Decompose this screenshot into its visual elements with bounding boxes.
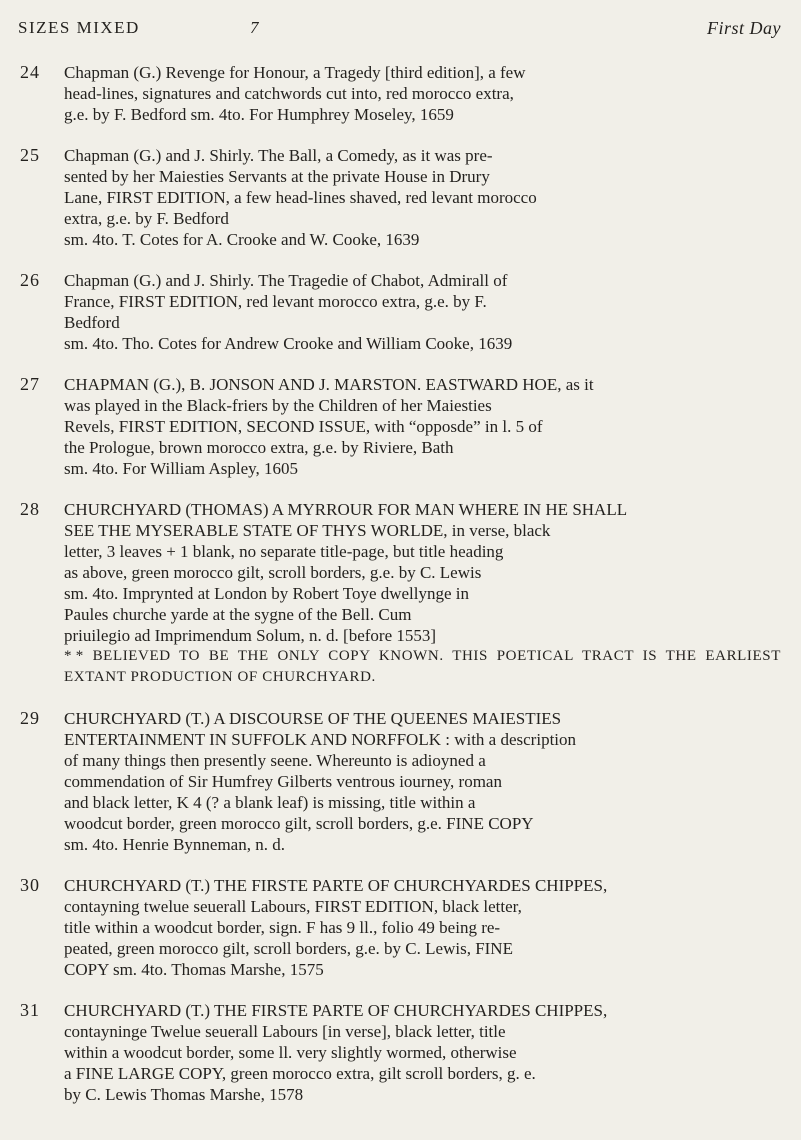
entry-note: * * BELIEVED TO BE THE ONLY COPY KNOWN. THIS POETICAL TRACT IS THE EARLIEST EXTANT PRODUCTION OF CHURCHYARD. (64, 648, 781, 685)
catalogue-entry (0, 875, 801, 980)
entry-line: Paules churche yarde at the sygne of the Bell. Cum (64, 605, 412, 624)
entry-line: contayning twelue seuerall Labours, FIRST EDITION, black letter, (64, 897, 522, 916)
entry-line: CHURCHYARD (THOMAS) A MYRROUR FOR MAN WHERE IN HE SHALL (64, 500, 628, 519)
entry-line: was played in the Black-friers by the Children of her Maiesties (64, 396, 492, 415)
entry-description (64, 145, 781, 250)
entry-line: Bedford (64, 313, 120, 332)
lot-number: 28 (20, 499, 40, 519)
entry-line: ENTERTAINMENT IN SUFFOLK AND NORFFOLK : with a description (64, 730, 577, 749)
entry-line: Lane, FIRST EDITION, a few head-lines shaved, red levant morocco (64, 188, 537, 207)
catalogue-entry (0, 499, 801, 688)
entry-line: COPY sm. 4to. Thomas Marshe, 1575 (64, 960, 324, 979)
entry-line: Chapman (G.) Revenge for Honour, a Tragedy [third edition], a few (64, 63, 526, 82)
entry-line: commendation of Sir Humfrey Gilberts ventrous iourney, roman (64, 772, 502, 791)
entry-line: peated, green morocco gilt, scroll borders, g.e. by C. Lewis, FINE (64, 939, 513, 958)
entry-line: woodcut border, green morocco gilt, scroll borders, g.e. FINE COPY (64, 814, 534, 833)
entry-description (64, 374, 781, 479)
entry-line: within a woodcut border, some ll. very slightly wormed, otherwise (64, 1043, 517, 1062)
entry-line: CHURCHYARD (T.) THE FIRSTE PARTE OF CHURCHYARDES CHIPPES, (64, 1001, 608, 1020)
entry-line: Revels, FIRST EDITION, SECOND ISSUE, with “opposde” in l. 5 of (64, 417, 543, 436)
entry-line: title within a woodcut border, sign. F has 9 ll., folio 49 being re- (64, 918, 501, 937)
lot-number: 29 (20, 708, 40, 728)
entry-line: and black letter, K 4 (? a blank leaf) is missing, title within a (64, 793, 476, 812)
entry-line: by C. Lewis Thomas Marshe, 1578 (64, 1085, 304, 1104)
catalogue-entry (0, 1000, 801, 1105)
catalogue-entry (0, 270, 801, 354)
entry-description (64, 708, 781, 855)
catalogue-entry (0, 374, 801, 479)
header-section-label: SIZES MIXED (18, 18, 140, 37)
lot-number: 31 (20, 1000, 40, 1020)
lot-number: 30 (20, 875, 40, 895)
entry-description (64, 270, 781, 354)
entry-line: sm. 4to. T. Cotes for A. Crooke and W. Cooke, 1639 (64, 230, 420, 249)
entry-line: priuilegio ad Imprimendum Solum, n. d. [before 1553] (64, 626, 437, 645)
lot-number: 27 (20, 374, 40, 394)
entry-description (64, 62, 781, 125)
entry-line: the Prologue, brown morocco extra, g.e. by Riviere, Bath (64, 438, 454, 457)
entry-line: sm. 4to. Tho. Cotes for Andrew Crooke and William Cooke, 1639 (64, 334, 513, 353)
lot-number: 24 (20, 62, 40, 82)
entry-line: g.e. by F. Bedford sm. 4to. For Humphrey Moseley, 1659 (64, 105, 454, 124)
catalogue-entry (0, 708, 801, 855)
entry-line: Chapman (G.) and J. Shirly. The Tragedie of Chabot, Admirall of (64, 271, 508, 290)
entry-line: extra, g.e. by F. Bedford (64, 209, 229, 228)
entry-line: contayninge Twelue seuerall Labours [in verse], black letter, title (64, 1022, 506, 1041)
entry-line: sented by her Maiesties Servants at the private House in Drury (64, 167, 490, 186)
entry-description (64, 499, 781, 688)
entry-line: CHURCHYARD (T.) A DISCOURSE OF THE QUEENES MAIESTIES (64, 709, 562, 728)
entry-line: head-lines, signatures and catchwords cut into, red morocco extra, (64, 84, 514, 103)
catalogue-entry (0, 62, 801, 125)
page-header (18, 18, 781, 44)
lot-number: 25 (20, 145, 40, 165)
entry-description (64, 1000, 781, 1105)
catalogue-entries (0, 62, 801, 1125)
entry-line: CHURCHYARD (T.) THE FIRSTE PARTE OF CHURCHYARDES CHIPPES, (64, 876, 608, 895)
entry-description (64, 875, 781, 980)
entry-line: letter, 3 leaves + 1 blank, no separate title-page, but title heading (64, 542, 504, 561)
lot-number: 26 (20, 270, 40, 290)
header-sale-day: First Day (707, 18, 781, 38)
entry-line: CHAPMAN (G.), B. JONSON AND J. MARSTON. EASTWARD HOE, as it (64, 375, 594, 394)
entry-line: SEE THE MYSERABLE STATE OF THYS WORLDE, in verse, black (64, 521, 551, 540)
catalogue-entry (0, 145, 801, 250)
entry-line: sm. 4to. Henrie Bynneman, n. d. (64, 835, 285, 854)
entry-line: France, FIRST EDITION, red levant morocco extra, g.e. by F. (64, 292, 487, 311)
entry-line: sm. 4to. Imprynted at London by Robert Toye dwellynge in (64, 584, 470, 603)
entry-line: Chapman (G.) and J. Shirly. The Ball, a Comedy, as it was pre- (64, 146, 493, 165)
entry-line: of many things then presently seene. Whereunto is adioyned a (64, 751, 486, 770)
entry-line: a FINE LARGE COPY, green morocco extra, gilt scroll borders, g. e. (64, 1064, 536, 1083)
entry-line: as above, green morocco gilt, scroll borders, g.e. by C. Lewis (64, 563, 482, 582)
header-page-number: 7 (250, 18, 260, 37)
entry-line: sm. 4to. For William Aspley, 1605 (64, 459, 299, 478)
